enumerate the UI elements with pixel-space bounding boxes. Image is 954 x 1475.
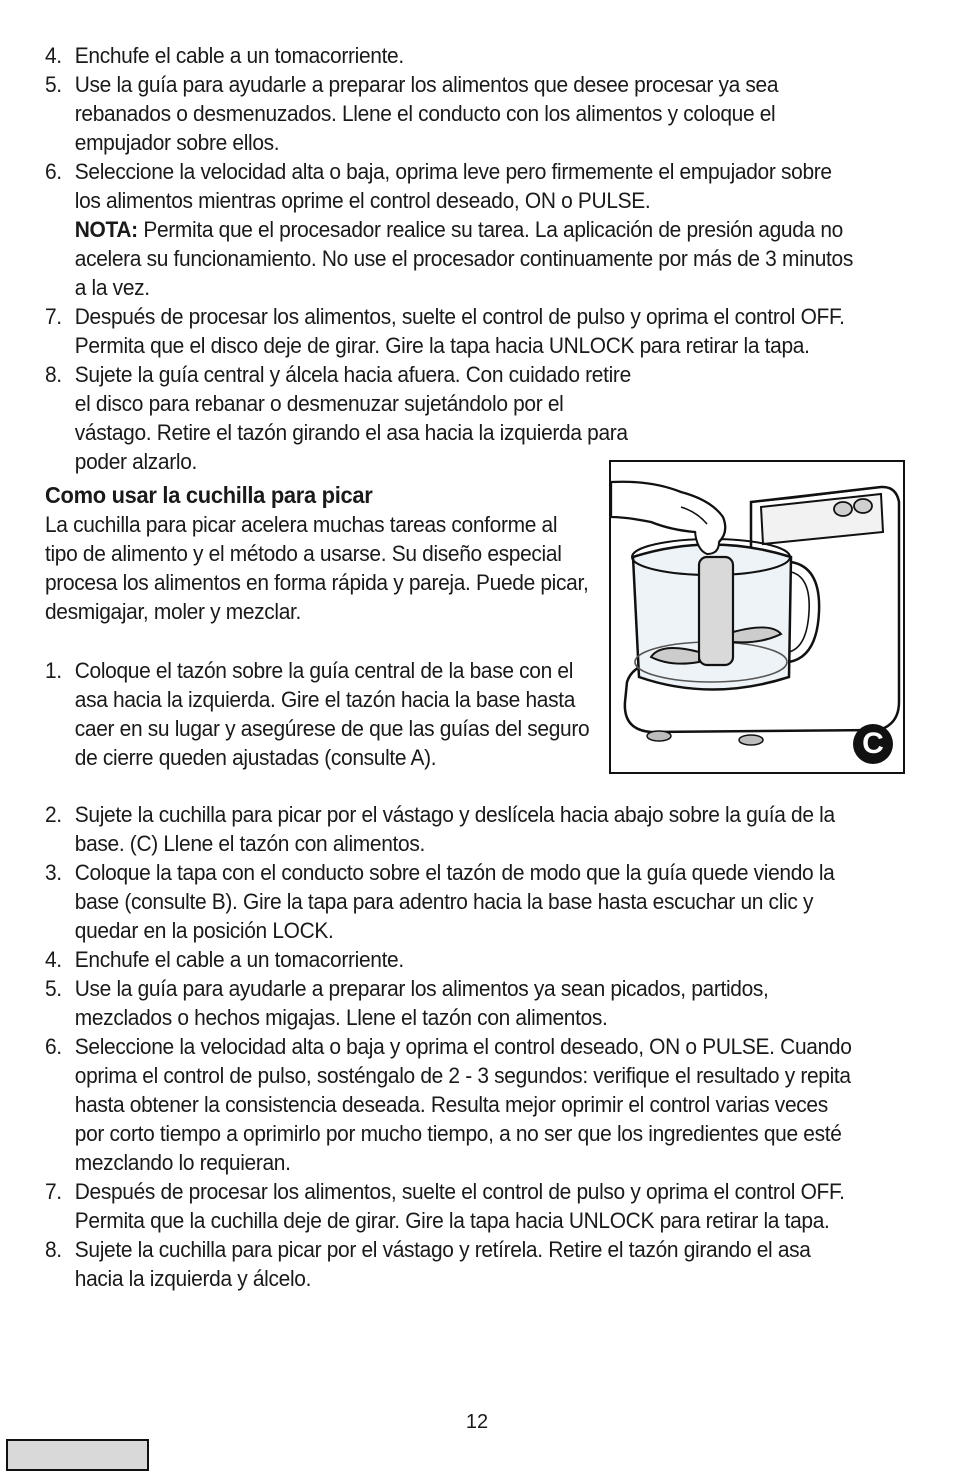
instructions-list-chopping (45, 800, 915, 1293)
list-item: 5. Use la guía para ayudarle a preparar los alimentos ya sean picados, partidos, mezclados o hechos migajas. Llene el tazón con alimentos. (45, 976, 769, 1030)
instructions-list-chopping-top (45, 656, 645, 772)
corner-gray-box (6, 1439, 149, 1471)
list-item: 4. Enchufe el cable a un tomacorriente. (45, 43, 404, 68)
list-item: 7. Después de procesar los alimentos, suelte el control de pulso y oprima el control OFF. Permita que el disco deje de girar. Gire la tapa hacia UNLOCK para retirar la tapa. (45, 304, 845, 358)
page-number: 12 (465, 1411, 489, 1433)
section-intro: La cuchilla para picar acelera muchas tareas conforme al tipo de alimento y el método a usarse. Su diseño especial procesa los alimentos en forma rápida y pareja. Puede picar, desmigajar, moler y mezclar. (45, 512, 589, 624)
chopping-section (45, 481, 645, 626)
list-item: 8. Sujete la guía central y álcela hacia afuera. Con cuidado retire el disco para rebanar o desmenuzar sujetándolo por el vástago. Retire el tazón girando el asa hacia la izquierda para poder alzarlo. (45, 362, 631, 474)
list-item: 4. Enchufe el cable a un tomacorriente. (45, 947, 404, 972)
note-label: NOTA: (74, 217, 138, 242)
list-item: 6. Seleccione la velocidad alta o baja y oprima el control deseado, ON o PULSE. Cuando oprima el control de pulso, sosténgalo de 2 - 3 segundos: verifique el resultado y repita hasta obtener la consistencia deseada. Resulta mejor oprimir el control varias veces por corto tiempo a oprimirlo por mucho tiempo, a no ser que los ingredientes que esté mezclando lo requieran. (45, 1034, 852, 1175)
list-item: 6. Seleccione la velocidad alta o baja, oprima leve pero firmemente el empujador sobre los alimentos mientras oprime el control deseado, ON o PULSE. NOTA: Permita que el procesador realice su tarea. La aplicación de presión aguda no acelera su funcionamiento. No use el procesador continuamente por más de 3 minutos a la vez. (45, 159, 853, 300)
figure-c-food-processor (609, 460, 905, 774)
list-item: 8. Sujete la cuchilla para picar por el vástago y retírela. Retire el tazón girando el asa hacia la izquierda y álcelo. (45, 1237, 811, 1291)
list-item: 2. Sujete la cuchilla para picar por el vástago y deslícela hacia abajo sobre la guía de la base. (C) Llene el tazón con alimentos. (45, 802, 835, 856)
list-item: 5. Use la guía para ayudarle a preparar los alimentos que desee procesar ya sea rebanados o desmenuzados. Llene el conducto con los alimentos y coloque el empujador sobre ellos. (45, 72, 779, 155)
food-processor-illustration (611, 462, 903, 772)
list-item: 1. Coloque el tazón sobre la guía central de la base con el asa hacia la izquierda. Gire el tazón hacia la base hasta caer en su lugar y asegúrese de que las guías del seguro de cierre queden ajustadas (consulte A). (45, 658, 590, 770)
list-1 (45, 41, 854, 476)
instructions-list-slicing (45, 41, 915, 476)
list-item: 7. Después de procesar los alimentos, suelte el control de pulso y oprima el control OFF. Permita que la cuchilla deje de girar. Gire la tapa hacia UNLOCK para retirar la tapa. (45, 1179, 845, 1233)
section-heading: Como usar la cuchilla para picar (45, 482, 373, 508)
note-text: Permita que el procesador realice su tarea. La aplicación de presión aguda no acelera su funcionamiento. No use el procesador continuamente por más de 3 minutos a la vez. (74, 217, 853, 300)
list-item: 3. Coloque la tapa con el conducto sobre el tazón de modo que la guía quede viendo la base (consulte B). Gire la tapa para adentro hacia la base hasta escuchar un clic y quedar en la posición LOCK. (45, 860, 835, 943)
figure-label-badge: C (853, 724, 893, 764)
